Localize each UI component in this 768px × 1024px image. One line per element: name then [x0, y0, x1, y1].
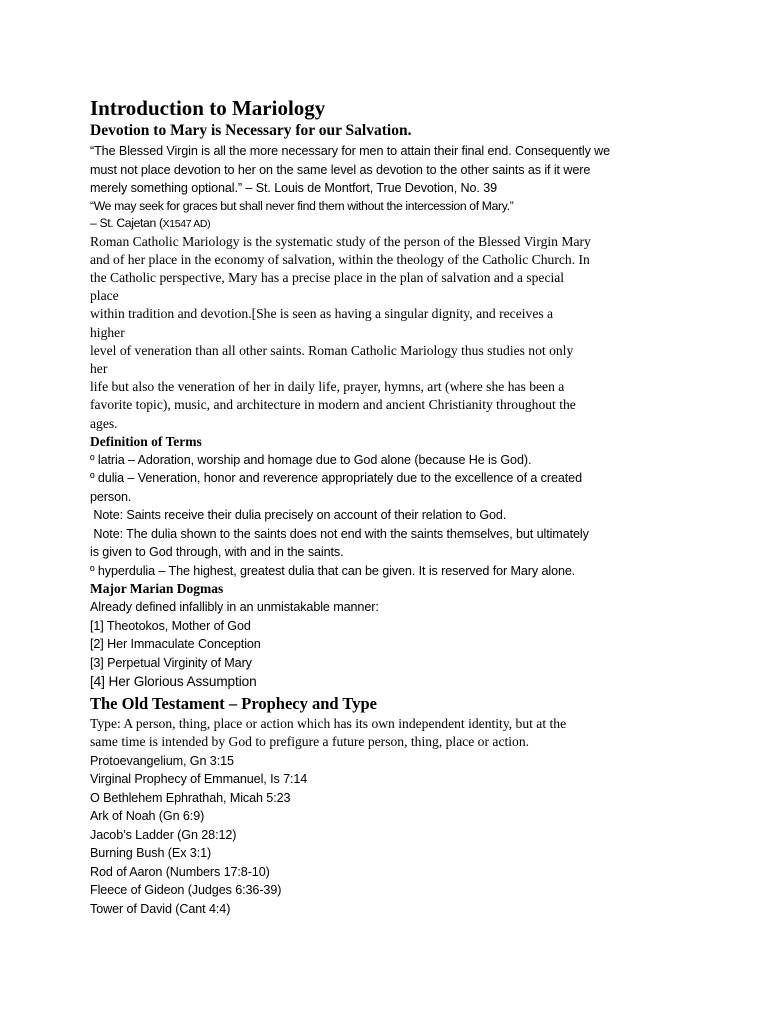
quote-line: “The Blessed Virgin is all the more necessary for men to attain their final end. Consequently we [90, 144, 611, 158]
quote-author-name: – St. Cajetan ( [90, 215, 163, 230]
dogma-item-assumption: [4] Her Glorious Assumption [90, 674, 257, 690]
paragraph-line: same time is intended by God to prefigure a future person, thing, place or action. [90, 734, 530, 750]
paragraph-line: and of her place in the economy of salvation, within the theology of the Catholic Church. In [90, 251, 590, 267]
paragraph-line: ages. [90, 415, 118, 431]
old-testament-heading: The Old Testament – Prophecy and Type [90, 694, 377, 714]
quote-line: “We may seek for graces but shall never find them without the intercession of Mary.” [90, 198, 514, 213]
type-item: Virginal Prophecy of Emmanuel, Is 7:14 [90, 772, 308, 787]
definition-line: º dulia – Veneration, honor and reverence appropriately due to the excellence of a created [90, 471, 582, 486]
dogmas-heading: Major Marian Dogmas [90, 581, 224, 597]
type-item: Ark of Noah (Gn 6:9) [90, 809, 205, 824]
type-item: O Bethlehem Ephrathah, Micah 5:23 [90, 790, 291, 805]
quote-line: must not place devotion to her on the same level as devotion to the other saints as if it were [90, 162, 591, 177]
definition-line: is given to God through, with and in the saints. [90, 545, 344, 560]
paragraph-line: her [90, 360, 108, 376]
definition-line: º hyperdulia – The highest, greatest dulia that can be given. It is reserved for Mary alone. [90, 563, 576, 578]
type-definition [90, 715, 680, 751]
dogma-item: [1] Theotokos, Mother of God [90, 618, 251, 633]
definition-line: º latria – Adoration, worship and homage due to God alone (because He is God). [90, 452, 532, 467]
paragraph-line: level of veneration than all other saints. Roman Catholic Mariology thus studies not only [90, 342, 574, 358]
montfort-quote [90, 142, 680, 198]
paragraph-line: life but also the veneration of her in daily life, prayer, hymns, art (where she has been a [90, 379, 565, 395]
intro-paragraph [90, 233, 680, 433]
paragraph-line: Type: A person, thing, place or action which has its own independent identity, but at the [90, 716, 567, 732]
document-subtitle: Devotion to Mary is Necessary for our Salvation. [90, 122, 412, 139]
type-item: Rod of Aaron (Numbers 17:8-10) [90, 864, 270, 879]
definitions-heading: Definition of Terms [90, 433, 202, 449]
dogma-item: [3] Perpetual Virginity of Mary [90, 655, 252, 670]
document-title: Introduction to Mariology [90, 96, 326, 120]
definitions-list [90, 451, 680, 581]
definition-line: person. [90, 489, 132, 504]
paragraph-line: Roman Catholic Mariology is the systematic study of the person of the Blessed Virgin Mary [90, 233, 591, 249]
cajetan-quote [90, 198, 680, 233]
paragraph-line: favorite topic), music, and architecture in modern and ancient Christianity throughout the [90, 397, 576, 413]
dogmas-intro: Already defined infallibly in an unmistakable manner: [90, 600, 379, 615]
dogmas-list [90, 598, 680, 672]
type-item: Fleece of Gideon (Judges 6:36-39) [90, 883, 282, 898]
type-item: Tower of David (Cant 4:4) [90, 901, 231, 916]
quote-author [90, 215, 680, 233]
document-page [90, 95, 680, 918]
type-item: Protoevangelium, Gn 3:15 [90, 753, 234, 768]
quote-author-year: X1547 AD) [162, 217, 211, 230]
types-list [90, 752, 680, 919]
definition-line: Note: The dulia shown to the saints does not end with the saints themselves, but ultimately [90, 526, 589, 541]
paragraph-line: place [90, 288, 119, 304]
type-item: Burning Bush (Ex 3:1) [90, 846, 212, 861]
definition-line: Note: Saints receive their dulia precisely on account of their relation to God. [90, 508, 507, 523]
paragraph-line: the Catholic perspective, Mary has a precise place in the plan of salvation and a special [90, 269, 565, 285]
dogma-item: [2] Her Immaculate Conception [90, 637, 261, 652]
quote-line: merely something optional.” – St. Louis de Montfort, True Devotion, No. 39 [90, 181, 498, 195]
paragraph-line: within tradition and devotion.[She is seen as having a singular dignity, and receives a [90, 306, 554, 322]
paragraph-line: higher [90, 324, 125, 340]
type-item: Jacob’s Ladder (Gn 28:12) [90, 827, 237, 842]
